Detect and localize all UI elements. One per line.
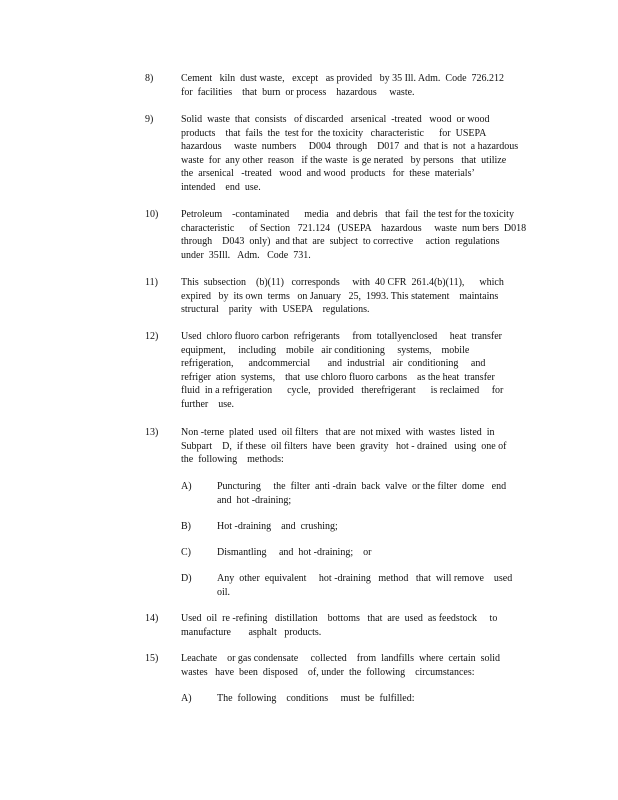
item-number: 14) (145, 613, 159, 624)
text-line: Hot -draining and crushing; (217, 521, 338, 532)
text-line: refrigeration, andcommercial and industrial air conditioning and (181, 358, 486, 370)
text-line: The following conditions must be fulfilled: (217, 693, 415, 704)
item-number: 9) (145, 114, 154, 125)
item-number: A) (181, 481, 192, 492)
item-text (217, 692, 414, 706)
text-line: Dismantling and hot -draining; or (217, 547, 372, 558)
item-text (181, 652, 500, 679)
text-line: expired by its own terms on January 25, 1993. This statement maintains (181, 290, 499, 302)
text-line: Solid waste that consists of discarded arsenical -treated wood or wood (181, 114, 490, 125)
text-line: This subsection (b)(11) corresponds with 40 CFR 261.4(b)(11), which (181, 277, 504, 288)
text-line: waste for any other reason if the waste is ge nerated by persons that utilize (181, 154, 507, 166)
item-text (217, 520, 338, 534)
item-text (217, 572, 512, 599)
text-line: equipment, including mobile air conditioning systems, mobile (181, 344, 470, 356)
text-line: hazardous waste numbers D004 through D017 and that is not a hazardous (181, 141, 519, 153)
text-line: Petroleum -contaminated media and debris that fail the test for the toxicity (181, 209, 514, 220)
item-text (217, 480, 506, 507)
item-number: B) (181, 521, 191, 532)
text-line: Non -terne plated used oil filters that are not mixed with wastes listed in (181, 427, 495, 438)
text-line: Puncturing the filter anti -drain back valve or the filter dome end (217, 481, 507, 492)
item-number: 13) (145, 427, 159, 438)
item-text (181, 113, 518, 195)
text-line: characteristic of Section 721.124 (USEPA hazardous waste num bers D018 (181, 222, 527, 234)
text-line: Leachate or gas condensate collected from landfills where certain solid (181, 653, 501, 664)
text-line: products that fails the test for the toxicity characteristic for USEPA (181, 127, 487, 139)
item-number: 8) (145, 73, 154, 84)
item-number: C) (181, 547, 191, 558)
item-text (181, 276, 504, 317)
text-line: oil. (217, 586, 231, 598)
text-line: and hot -draining; (217, 494, 292, 506)
item-text (181, 612, 497, 639)
item-text (217, 546, 371, 560)
item-text (181, 330, 503, 412)
text-line: the following methods: (181, 454, 284, 466)
text-line: Used oil re -refining distillation bottoms that are used as feedstock to (181, 613, 498, 624)
text-line: structural parity with USEPA regulations. (181, 304, 370, 316)
text-line: fluid in a refrigeration cycle, provided therefrigerant is reclaimed for (181, 385, 504, 397)
item-text (181, 208, 526, 262)
item-number: 12) (145, 331, 159, 342)
item-number: 11) (145, 277, 158, 288)
item-number: 15) (145, 653, 159, 664)
item-number: D) (181, 573, 192, 584)
text-line: through D043 only) and that are subject to corrective action regulations (181, 236, 500, 248)
item-text (181, 426, 506, 467)
text-line: Cement kiln dust waste, except as provided by 35 Ill. Adm. Code 726.212 (181, 73, 505, 84)
text-line: refriger ation systems, that use chloro fluoro carbons as the heat transfer (181, 371, 495, 383)
text-line: Any other equivalent hot -draining method that will remove used (217, 573, 513, 584)
text-line: further use. (181, 398, 235, 410)
item-text (181, 72, 504, 99)
text-line: under 35Ill. Adm. Code 731. (181, 249, 311, 261)
text-line: wastes have been disposed of, under the following circumstances: (181, 666, 475, 678)
text-line: for facilities that burn or process hazardous waste. (181, 86, 415, 98)
text-line: the arsenical -treated wood and wood products for these materials’ (181, 168, 475, 180)
item-number: 10) (145, 209, 159, 220)
text-line: intended end use. (181, 181, 261, 193)
text-line: Used chloro fluoro carbon refrigerants from totallyenclosed heat transfer (181, 331, 502, 342)
text-line: manufacture asphalt products. (181, 626, 322, 638)
item-number: A) (181, 693, 192, 704)
text-line: Subpart D, if these oil filters have been gravity hot - drained using one of (181, 440, 507, 452)
